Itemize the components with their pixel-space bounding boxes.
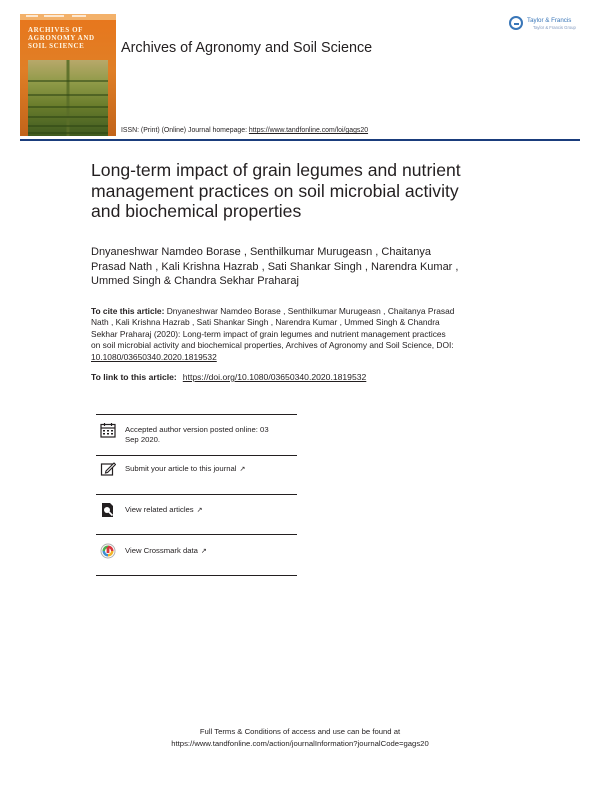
action-divider [96,575,297,576]
publisher-subtitle: Taylor & Francis Group [533,25,576,30]
cover-title: ARCHIVES OF AGRONOMY AND SOIL SCIENCE [28,26,95,50]
cover-field-photo [28,60,108,136]
citation-label: To cite this article: [91,306,165,316]
publisher-name: Taylor & Francis [527,17,572,24]
article-title: Long-term impact of grain legumes and nutrient management practices on soil microbial activity and biochemical properties [91,160,461,221]
calendar-icon [100,422,116,438]
citation-doi[interactable]: 10.1080/03650340.2020.1819532 [91,351,217,362]
edit-icon [100,461,116,477]
submit-article-link[interactable] [100,461,300,481]
crossmark-label[interactable]: View Crossmark data ↗ [125,546,207,555]
footer-terms-text: Full Terms & Conditions of access and use can be found at [199,727,401,736]
footer-terms-link[interactable]: https://www.tandfonline.com/action/journalInformation?journalCode=gags20 [171,738,429,748]
issn-line [121,127,368,134]
terms-footer [0,726,600,749]
external-link-icon: ↗ [239,466,246,473]
accepted-version-info [100,422,300,452]
header-divider [20,139,580,141]
journal-homepage-link[interactable]: https://www.tandfonline.com/loi/gags20 [248,127,369,134]
related-articles-label[interactable]: View related articles ↗ [125,505,203,514]
external-link-icon: ↗ [196,507,203,514]
submit-article-label[interactable]: Submit your article to this journal ↗ [125,464,246,473]
action-divider [96,534,297,535]
publisher-logo[interactable] [509,15,581,37]
article-link-line [91,372,366,382]
journal-cover-image[interactable] [20,14,116,136]
article-authors: Dnyaneshwar Namdeo Borase , Senthilkumar Murugeasn , Chaitanya Prasad Nath , Kali Krishna Hazrab , Sati Shankar Singh , Narendra Kumar , Ummed Singh & Chandra Sekhar Praharaj [91,246,459,287]
action-divider [96,494,297,495]
cover-top-strip [20,14,116,20]
journal-title[interactable]: Archives of Agronomy and Soil Science [121,40,373,56]
crossmark-icon [100,543,116,559]
crossmark-link[interactable] [100,543,300,563]
action-divider [96,414,297,415]
accepted-version-label: Accepted author version posted online: 03 Sep 2020. [125,425,269,444]
article-doi-link[interactable]: https://doi.org/10.1080/03650340.2020.1819532 [182,372,367,382]
article-link-label: To link to this article: [91,372,177,382]
publisher-logo-icon [509,16,523,30]
issn-label: ISSN: (Print) (Online) Journal homepage: [121,127,247,134]
citation-block: To cite this article: Dnyaneshwar Namdeo Borase , Senthilkumar Murugeasn , Chaitanya Prasad Nath , Kali Krishna Hazrab , Sati Shankar Singh , Narendra Kumar , Ummed Singh & Chandra Sekhar Praharaj (2020): Long-term impact of grain legumes and nutrient management practices on soil microbial activity and biochemical properties, Archives of Agronomy and Soil Science, DOI: 10.1080/03650340.2020.1819532 [91,306,455,362]
external-link-icon: ↗ [200,548,207,555]
action-divider [96,455,297,456]
related-articles-link[interactable] [100,502,300,522]
search-document-icon [100,502,116,518]
